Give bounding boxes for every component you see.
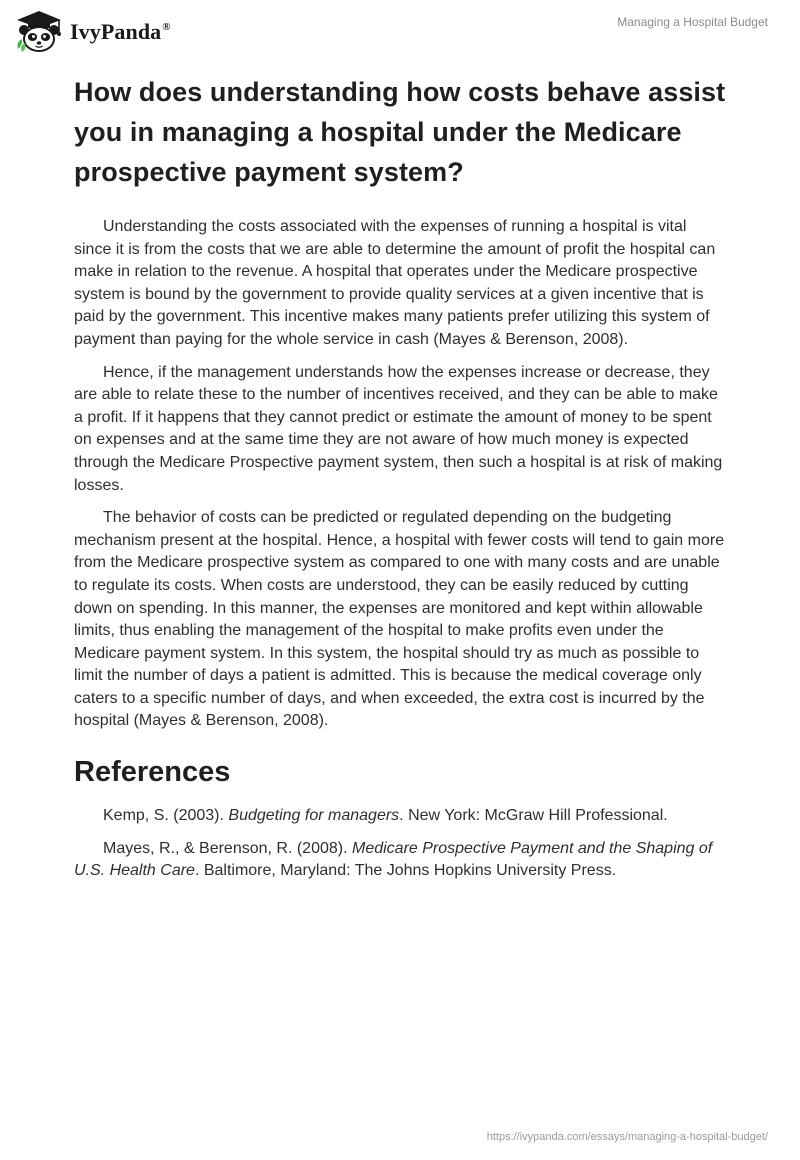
essay-question-heading: How does understanding how costs behave assist you in managing a hospital under the Medicare prospective payment system?	[74, 77, 726, 187]
reference-title: Medicare Prospective Payment and the Shaping of U.S. Health Care	[74, 839, 713, 880]
footer-source-url[interactable]: https://ivypanda.com/essays/managing-a-hospital-budget/	[486, 1131, 768, 1143]
brand-logo[interactable]	[14, 9, 171, 53]
reference-publisher: . New York: McGraw Hill Professional.	[399, 807, 668, 825]
reference-authors: Kemp, S. (2003).	[103, 807, 229, 825]
brand-name	[70, 19, 171, 45]
reference-item	[74, 805, 726, 828]
references-heading: References	[74, 756, 231, 789]
reference-authors: Mayes, R., & Berenson, R. (2008).	[103, 839, 352, 857]
page-header	[0, 0, 800, 60]
reference-title: Budgeting for managers	[228, 807, 400, 825]
body-paragraph-3: The behavior of costs can be predicted or regulated depending on the budgeting mechanism present at the hospital. Hence, a hospital with fewer costs will tend to gain more from the Medicare prospective system as compared to one with many costs and are unable to regulate its costs. When costs are understood, they can be easily reduced by cutting down on spending. In this manner, the expenses are monitored and kept within allowable limits, thus enabling the management of the hospital to make profits even under the Medicare payment system. In this system, the hospital should try as much as possible to limit the number of days a patient is admitted. This is because the medical coverage only caters to a specific number of days, and when exceeded, the extra cost is incurred by the hospital (Mayes & Berenson, 2008).	[74, 509, 725, 730]
reference-item	[74, 838, 726, 883]
brand-name-text: IvyPanda	[70, 19, 162, 44]
reference-publisher: . Baltimore, Maryland: The Johns Hopkins University Press.	[194, 862, 617, 880]
panda-graduation-cap-icon	[14, 9, 64, 53]
body-paragraph-2: Hence, if the management understands how the expenses increase or decrease, they are able to relate these to the number of incentives received, and they can be able to make a profit. If it happens that they cannot predict or estimate the amount of money to be spent on expenses and at the same time they are not aware of how much money is expected through the Medicare Prospective payment system, then such a hospital is at risk of making losses.	[74, 363, 723, 494]
header-page-title: Managing a Hospital Budget	[617, 15, 768, 29]
body-paragraph-1: Understanding the costs associated with the expenses of running a hospital is vital since it is from the costs that we are able to determine the amount of profit the hospital can make in relation to the revenue. A hospital that operates under the Medicare prospective system is bound by the government to provide quality services at a given incentive that is paid by the government. This incentive makes many patients prefer utilizing this system of payment than paying for the whole service in cash (Mayes & Berenson, 2008).	[74, 218, 716, 348]
registered-mark: ®	[162, 21, 171, 33]
essay-content	[74, 72, 726, 883]
